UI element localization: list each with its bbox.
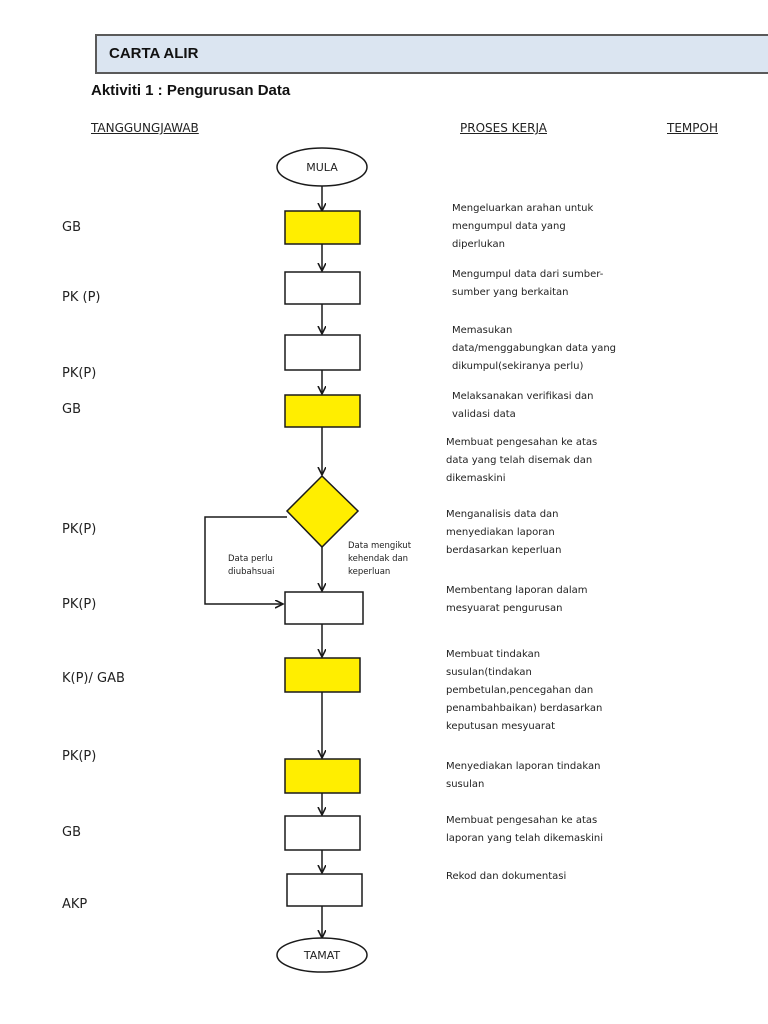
step-description: Menyediakan laporan tindakan susulan <box>446 761 601 790</box>
role-label: GB <box>62 402 81 417</box>
process-box-highlighted <box>285 658 360 692</box>
activity-title: Aktiviti 1 : Pengurusan Data <box>91 82 291 99</box>
role-label: PK (P) <box>62 290 101 305</box>
role-label: AKP <box>62 897 88 912</box>
role-label: K(P)/ GAB <box>62 671 125 686</box>
role-label: PK(P) <box>62 522 97 537</box>
branch-label-no: Data perlu diubahsuai <box>228 554 275 577</box>
step-description: Memasukan data/menggabungkan data yang dikumpul(sekiranya perlu) <box>452 325 617 372</box>
decision-diamond <box>287 476 358 547</box>
process-box-highlighted <box>285 211 360 244</box>
step-description: Melaksanakan verifikasi dan validasi data <box>452 391 594 420</box>
step-description: Membuat tindakan susulan(tindakan pembetulan,pencegahan dan penambahbaikan) berdasarkan keputusan mesyuarat <box>446 649 603 732</box>
process-box-highlighted <box>285 395 360 427</box>
step-description: Membentang laporan dalam mesyuarat pengurusan <box>446 585 588 614</box>
role-label: PK(P) <box>62 366 97 381</box>
role-label: GB <box>62 825 81 840</box>
process-box <box>285 272 360 304</box>
role-label: PK(P) <box>62 597 97 612</box>
role-label: PK(P) <box>62 749 97 764</box>
start-label: MULA <box>306 161 338 174</box>
step-description: Membuat pengesahan ke atas laporan yang telah dikemaskini <box>446 815 604 844</box>
step-description: Membuat pengesahan ke atas data yang telah disemak dan dikemaskini <box>446 437 598 484</box>
step-description: Menganalisis data dan menyediakan laporan berdasarkan keperluan <box>446 509 562 556</box>
column-process: PROSES KERJA <box>460 121 547 135</box>
column-duration: TEMPOH <box>667 121 718 135</box>
process-box <box>285 592 363 624</box>
role-label: GB <box>62 220 81 235</box>
step-description: Rekod dan dokumentasi <box>446 871 567 882</box>
process-box <box>285 816 360 850</box>
branch-label-yes: Data mengikut kehendak dan keperluan <box>348 541 412 577</box>
process-box <box>287 874 362 906</box>
chart-title: CARTA ALIR <box>109 45 199 62</box>
step-description: Mengumpul data dari sumber-sumber yang berkaitan <box>452 269 604 298</box>
process-box <box>285 335 360 370</box>
end-label: TAMAT <box>303 949 341 962</box>
column-responsibility: TANGGUNGJAWAB <box>91 121 199 135</box>
step-description: Mengeluarkan arahan untuk mengumpul data yang diperlukan <box>452 203 594 250</box>
process-box-highlighted <box>285 759 360 793</box>
